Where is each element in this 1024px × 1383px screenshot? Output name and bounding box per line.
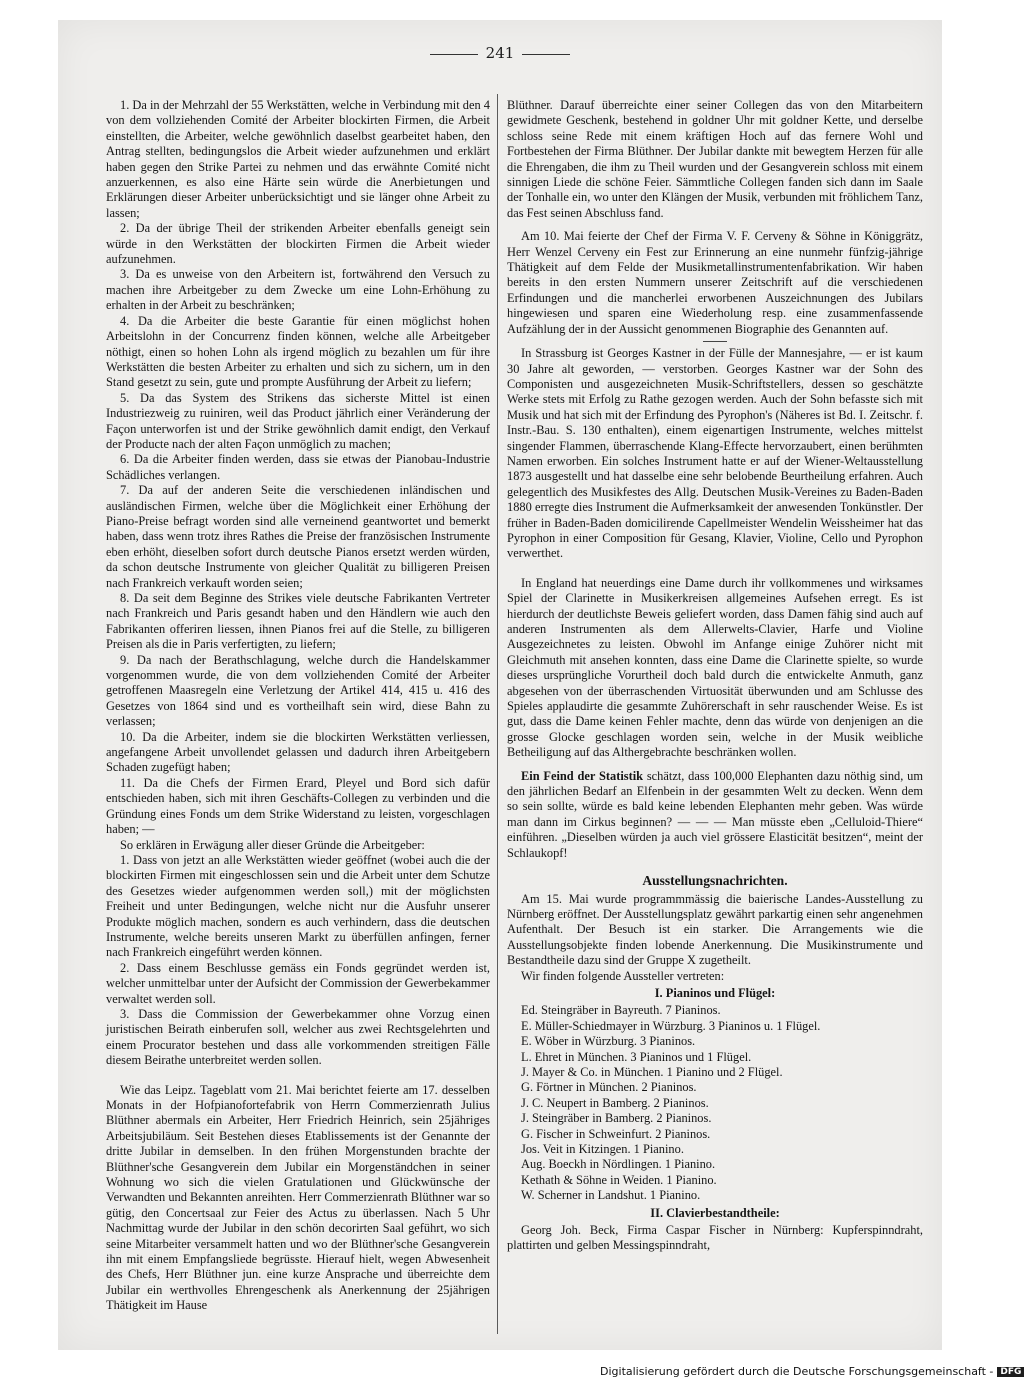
paragraph: Wir finden folgende Aussteller vertreten: [521,968,725,983]
list-item: J. Mayer & Co. in München. 1 Pianino und 2 Flügel. [521,1064,783,1079]
page-number-rule-left [430,54,478,55]
list-item: G. Förtner in München. 2 Pianinos. [521,1080,697,1095]
paragraph: In Strassburg ist Georges Kastner in der Fülle der Mannesjahre, — er ist kaum 30 Jahre alt geworden, — verstorben. Georges Kastner war der Sohn des Componisten und ausgezeichneten Musik-Schriftstellers, dessen so geschätzte Werke stets mit Erfolg zu Rathe gezogen werden. Auch der Sohn befasste sich mit Musik und hat sich mit der Erfindung des Pyrophon's (Näheres ist Bd. I. Zeitschr. f. Instr.-Bau. S. 130 enthalten), einem eigenartigen Instrumente, welches mittelst singender Flammen, überraschende Klang-Effecte hervorzaubert, einen berühmten Namen erworben. Ein solches Instrument hatte er auf der Wiener-Weltausstellung 1873 ausgestellt und hat dasselbe eine sehr belobende Beurtheilung erfahren. Auch gelegentlich des Musikfestes des Allg. Deutschen Musik-Vereines zu Baden-Baden 1880 erregte dies Instrument die Aufmerksamkeit der anwesenden Tonkünstler. Der früher in Baden-Baden domicilirende Capellmeister Wendelin Weissheimer hat das Pyrophon in einer Composition für Gesang, Klavier, Violine, Cello und Pyrophon verwerthet. [507,346,923,561]
dfg-logo: DFG [997,1367,1024,1377]
list-item: W. Scherner in Landshut. 1 Pianino. [521,1188,701,1203]
paragraph [507,769,923,861]
paragraph: 3. Dass die Commission der Gewerbekammer ohne Vorzug einen juristischen Beirath einberufen soll, welcher aus zwei Rechtsgelehrten und einem Procurator bestehen und dass alle vorkommenden streitigen Fälle diesem Beirathe unterbreitet werden sollen. [106,1006,490,1068]
paragraph: Am 10. Mai feierte der Chef der Firma V. F. Cerveny & Söhne in Königgrätz, Herr Wenzel Cerveny ein Fest zur Erinnerung an eine nunmehr fünfzig-jährige Thätigkeit auf dem Felde der Musikmetallinstrumentenfabrikation. Wir haben bereits in den ersten Nummern unserer Zeitschrift auf die verschiedenen Erfindungen und die mancherlei erworbenen Auszeichnungen des Jubilars hingewiesen und sparen eine Wiederholung resp. eine zusammenfassende Aufzählung der in der Aussicht genommenen Biographie des Genannten auf. [507,229,923,336]
list-item: G. Fischer in Schweinfurt. 2 Pianinos. [521,1126,711,1141]
paragraph: 11. Da die Chefs der Firmen Erard, Pleyel und Bord sich dafür entschieden haben, sich mit ihren Geschäfts-Collegen zu verbinden und die Gründung eines Fonds um dem Strike Widerstand zu leisten, vorgeschlagen haben; — [106,775,490,837]
paragraph: Am 15. Mai wurde programmmässig die baierische Landes-Ausstellung zu Nürnberg eröffnet. Der Ausstellungsplatz gewährt parkartig einen sehr angenehmen Aufenthalt. Der Besuch ist ein starker. Die Arrangements wie die Ausstellungsobjekte finden lobende Anerkennung. Die Musikinstrumente und Bestandtheile dazu sind der Gruppe X zugetheilt. [507,891,923,968]
footer-text: Digitalisierung gefördert durch die Deutsche Forschungsgemeinschaft - [600,1365,994,1378]
paragraph: 7. Da auf der anderen Seite die verschiedenen inländischen und ausländischen Firmen, welche über die Möglichkeit einer Erhöhung der Piano-Preise befragt worden sind alle verneinend geantwortet und bemerkt haben, dass wenn trotz ihres Rathes die Preise der französischen Instrumente eben erhöht, dieselben sofort durch deutsche Pianos ersetzt werden würden, da schon deutsche Instrumente von gleicher Qualität zu billigeren Preisen nach Frankreich verkauft worden seien; [106,483,490,590]
spacer [507,861,923,869]
footer-credit [600,1365,1024,1378]
separator [703,341,727,342]
paragraph: 1. Dass von jetzt an alle Werkstätten wieder geöffnet (wobei auch die der blockirten Firmen mit eingeschlossen sein und die Arbeit unter dem Schutze des Gesetzes wieder aufgenommen werden soll,) mit der möglichsten Freiheit und unter Bedingungen, welche nicht nur die Ausfuhr unserer Produkte möglich machen, sondern es auch verhindern, dass die deutschen Instrumente, welche bereits unseren Markt zu überfüllen anfingen, ferner nach Frankreich eingeführt werden können. [106,852,490,960]
spacer [507,221,923,229]
paragraph: 3. Da es unweise von den Arbeitern ist, fortwährend den Versuch zu machen ihre Arbeitgeber zu dem Zwecke um eine Lohn-Erhöhung zu erhalten in der Arbeit zu beschränken; [106,267,490,313]
left-column [106,98,490,1333]
paragraph: 1. Da in der Mehrzahl der 55 Werkstätten, welche in Verbindung mit den 4 von dem vollziehenden Comité der Arbeiter blockirten Firmen, die Arbeit einstellten, die Arbeiter, welche gewöhnlich daselbst gearbeitet haben, den Antrag stellten, bedingungslos die Arbeit wieder aufzunehmen und erklärt haben gegen den Strike Partei zu nehmen und das erwähnte Comité nicht anzuerkennen, es also eine Härte sein würde die Anerbietungen und Erklärungen dieser Arbeiter unberücksichtigt und sie länger ohne Arbeit zu lassen; [106,98,490,220]
page-number-rule-right [522,54,570,55]
list-item: E. Müller-Schiedmayer in Würzburg. 3 Pianinos u. 1 Flügel. [521,1018,821,1033]
section-heading: Ausstellungsnachrichten. [642,873,788,889]
run-in-heading: Ein Feind der Statistik [521,768,644,783]
paragraph: So erklären in Erwägung aller dieser Gründe die Arbeitgeber: [120,837,425,852]
page-number [58,44,942,62]
list-item: Georg Joh. Beck, Firma Caspar Fischer in Nürnberg: Kupferspinndraht, plattirten und gelben Messingspinndraht, [507,1223,923,1253]
spacer [507,562,923,576]
list-item: Aug. Boeckh in Nördlingen. 1 Pianino. [521,1157,716,1172]
paragraph: 4. Da die Arbeiter die beste Garantie für einen möglichst hohen Arbeitslohn in der Concurrenz finden können, welche alle Arbeitgeber nöthigt, einen so hohen Lohn als irgend möglich zu bezahlen um für ihre Werkstätten die besten Arbeiter zu erhalten und sich zu sichern, um in den Stand gesetzt zu sein, gute und prompte Ausführung der Arbeit zu liefern; [106,313,490,390]
list-item: L. Ehret in München. 3 Pianinos und 1 Flügel. [521,1049,752,1064]
spacer [507,761,923,769]
paragraph: Wie das Leipz. Tageblatt vom 21. Mai berichtet feierte am 17. desselben Monats in der Hofpianofortefabrik von Herrn Commerzienrath Julius Blüthner abermals ein Arbeiter, Herr Friedrich Heinrich, sein 25jähriges Arbeitsjubiläum. Seit Bestehen dieses Etablissements ist der Genannte der dritte Jubilar in demselben. In den frühen Morgenstunden brachte der Blüthner'sche Gesangverein dem Jubilar ein Morgenständchen in seiner Wohnung wo sich die vielen Gratulationen und Glückwünsche der Verwandten und Bekannten anreihten. Herr Commerzienrath Blüthner war so gütig, den Concertsaal zur Feier des Actus zu überlassen. Nach 5 Uhr Nachmittag wurde der Jubilar in den schön decorirten Saal geführt, wo sich seine Mitarbeiter versammelt hatten und wo der Blüthner'sche Gesangverein ihn mit einem Empfangsliede begrüsste. Hierauf hielt, wegen Abwesenheit des Chefs, Herr Blüthner jun. eine kurze Ansprache und überreichte dem Jubilar ein werthvolles Ehrengeschenk als Anerkennung der 25jährigen Thätigkeit im Hause [106,1082,490,1313]
list-item: J. C. Neupert in Bamberg. 2 Pianinos. [521,1095,709,1110]
list-item: Kethath & Söhne in Weiden. 1 Pianino. [521,1172,717,1187]
paragraph: 5. Da das System des Strikens das sicherste Mittel ist einen Industriezweig zu ruiniren, weil das Product jährlich einer Veränderung der Façon unterworfen ist und der Strike gewöhnlich damit endigt, den Verkauf der Producte nach der alten Façon unmöglich zu machen; [106,390,490,451]
list-item: J. Steingräber in Bamberg. 2 Pianinos. [521,1111,712,1126]
subsection-heading: II. Clavierbestandtheile: [650,1205,780,1220]
page-number-text: 241 [485,44,515,62]
spacer [106,1069,490,1083]
paragraph: 2. Dass einem Beschlusse gemäss ein Fonds gegründet werden ist, welcher unmittelbar unter der Aufsicht der Commission der Gewerbekammer verwaltet werden soll. [106,960,490,1006]
scanned-page [58,20,942,1350]
column-divider [497,94,498,1334]
paragraph-body: schätzt, dass 100,000 Elephanten dazu nöthig sind, um den jährlichen Bedarf an Elfenbein in der gesammten Welt zu decken. Wenn dem so sein sollte, würde es bald keine lebenden Elephanten mehr geben. Was würde man dann im Cirkus beginnen? — — — Man müsste eben „Celluloid-Thiere“ einführen. „Dieselben würden ja auch viel grössere Elasticität besitzen“, meint der Schlaukopf! [507,768,923,860]
paragraph: 8. Da seit dem Beginne des Strikes viele deutsche Fabrikanten Vertreter nach Frankreich und Paris gesandt haben und den Händlern wie auch den Fabrikanten offeriren liessen, ihnen Pianos frei auf die Stelle, zu billigeren Preisen als die in Paris verfertigten, zu liefern; [106,591,490,652]
list-item: Ed. Steingräber in Bayreuth. 7 Pianinos. [521,1003,721,1018]
paragraph: 9. Da nach der Berathschlagung, welche durch die Handelskammer vorgenommen wurde, die von dem vollziehenden Comité der Arbeiter getroffenen Maasregeln eine Verletzung der Artikel 414, 415 u. 416 des Gesetzes von 1864 sind und es vortheilhaft sein wird, diese Bahn zu verlassen; [106,652,490,729]
list-item: Jos. Veit in Kitzingen. 1 Pianino. [521,1142,684,1156]
paragraph: 2. Da der übrige Theil der strikenden Arbeiter ebenfalls geneigt sein würde in den Werkstätten der blockirten Firmen die Arbeit wieder aufzunehmen. [106,221,490,267]
subsection-heading: I. Pianinos und Flügel: [654,985,776,1000]
paragraph: 10. Da die Arbeiter, indem sie die blockirten Werkstätten verliessen, angefangene Arbeit unvollendet gelassen und dadurch ihren Arbeitgebern Schaden zugefügt haben; [106,729,490,775]
paragraph: 6. Da die Arbeiter finden werden, dass sie etwas der Pianobau-Industrie Schädliches verlangen. [106,452,490,482]
list-item: E. Wöber in Würzburg. 3 Pianinos. [521,1034,696,1049]
right-column [507,98,923,1333]
paragraph: In England hat neuerdings eine Dame durch ihr vollkommenes und wirksames Spiel der Clarinette in Musikerkreisen allgemeines Aufsehen erregt. Es ist hierdurch der deutlichste Beweis geliefert worden, dass Damen fähig sind auch auf anderen Instrumenten als dem Allerwelts-Clavier, Harfe und Violine Ausgezeichnetes zu leisten. Obwohl im Anfange einige Zuhörer nicht mit Gleichmuth mit ansehen konnten, dass eine Dame die Clarinette spielte, so wurde dieses ursprüngliche Vorurtheil doch bald durch die entwickelte Anmuth, ganz abgesehen von der überraschenden Virtuosität überwunden und am Schlusse des Spieles applaudirte die gesammte Zuhörerschaft in sehr rauschender Weise. Es ist gut, dass die Dame keinen Fehler machte, denn das würde von denjenigen an die grosse Glocke geschlagen worden sein, welche in der Musik weibliche Betheiligung auf das Althergebrachte beschränken wollen. [507,575,923,760]
paragraph: Blüthner. Darauf überreichte einer seiner Collegen das von den Mitarbeitern gewidmete Geschenk, bestehend in goldner Uhr mit goldner Kette, und derselbe schloss seine Rede mit einem kräftigen Hoch auf das fernere Wohl und Fortbestehen der Firma Blüthner. Der Jubilar dankte mit bewegtem Herzen für alle die Ehrengaben, die ihm zu Theil wurden und der Gesangverein schloss mit einem sinnigen Liede die schöne Feier. Sämmtliche Collegen fanden sich dann im Saale der Tonhalle ein, wo unter den Klängen der Musik, verbunden mit fröhlichem Tanz, das Fest seinen Abschluss fand. [507,98,923,220]
